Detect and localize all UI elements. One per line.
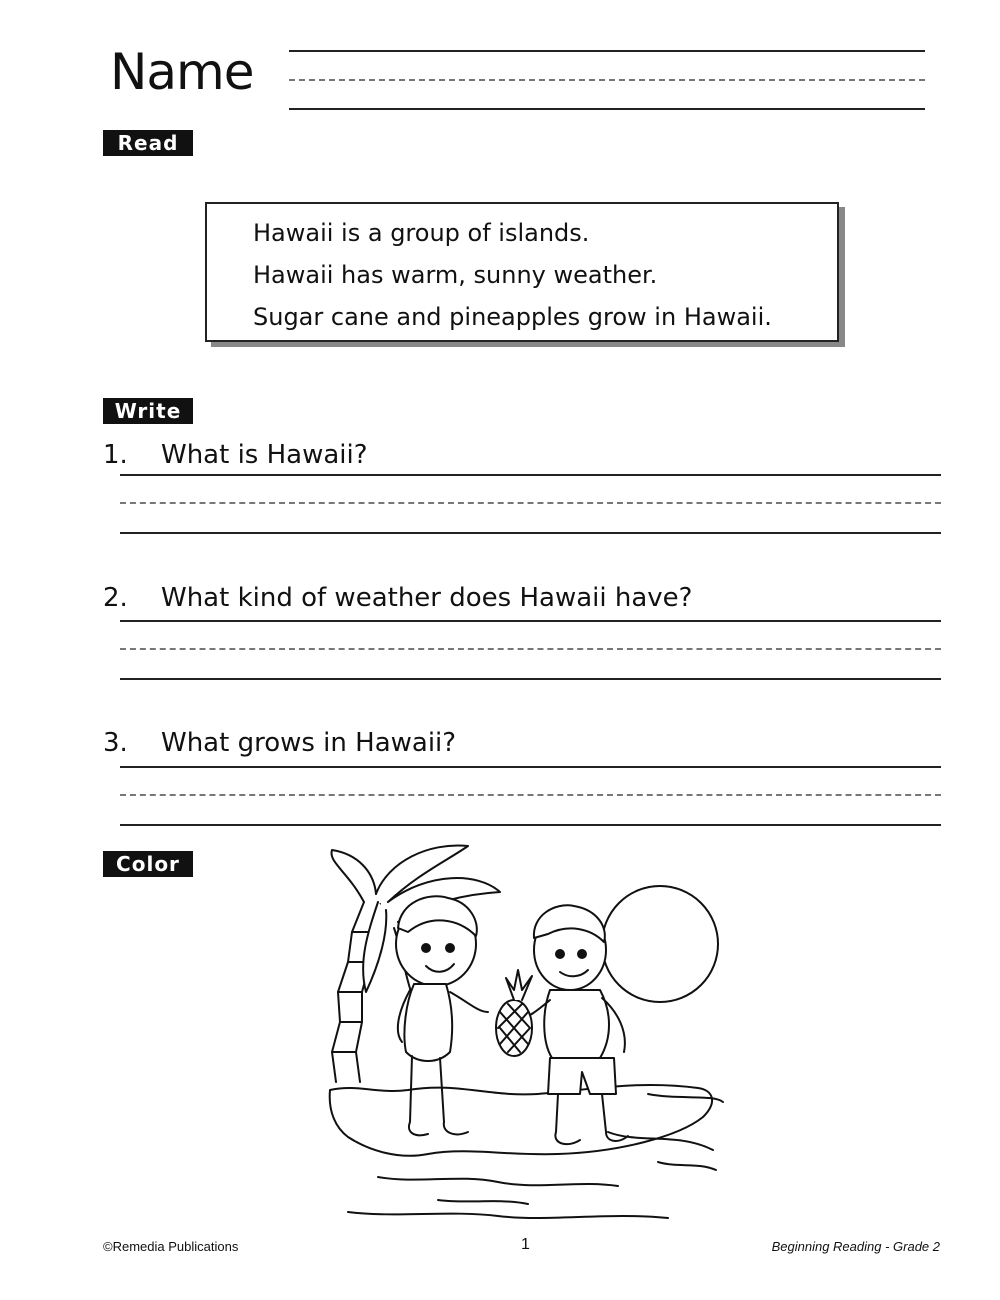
reading-passage-box [205, 202, 839, 342]
name-line-top [289, 50, 925, 52]
question-text: What is Hawaii? [161, 440, 368, 470]
page-number: 1 [521, 1236, 530, 1253]
answer-line-top [120, 620, 941, 622]
question-number: 1. [103, 440, 128, 470]
question-number: 2. [103, 583, 128, 613]
color-section-tag: Color [103, 851, 193, 877]
coloring-illustration[interactable] [318, 832, 738, 1224]
passage-line: Sugar cane and pineapples grow in Hawaii. [253, 303, 772, 331]
question-number: 3. [103, 728, 128, 758]
answer-line-middle[interactable] [120, 648, 941, 650]
answer-line-top [120, 474, 941, 476]
passage-line: Hawaii is a group of islands. [253, 219, 590, 247]
answer-line-top [120, 766, 941, 768]
pineapple-icon [496, 970, 532, 1056]
question-text: What grows in Hawaii? [161, 728, 457, 758]
publisher-credit: ©Remedia Publications [103, 1239, 239, 1254]
answer-line-bottom [120, 678, 941, 680]
book-title: Beginning Reading - Grade 2 [771, 1239, 940, 1254]
write-section-tag: Write [103, 398, 193, 424]
read-section-tag: Read [103, 130, 193, 156]
answer-line-middle[interactable] [120, 794, 941, 796]
passage-line: Hawaii has warm, sunny weather. [253, 261, 658, 289]
answer-line-bottom [120, 532, 941, 534]
answer-line-bottom [120, 824, 941, 826]
question-text: What kind of weather does Hawaii have? [161, 583, 693, 613]
name-label: Name [110, 43, 254, 101]
sun-icon [602, 886, 718, 1002]
beach-icon [330, 1085, 723, 1218]
name-line-middle[interactable] [289, 79, 925, 81]
answer-line-middle[interactable] [120, 502, 941, 504]
name-line-bottom [289, 108, 925, 110]
